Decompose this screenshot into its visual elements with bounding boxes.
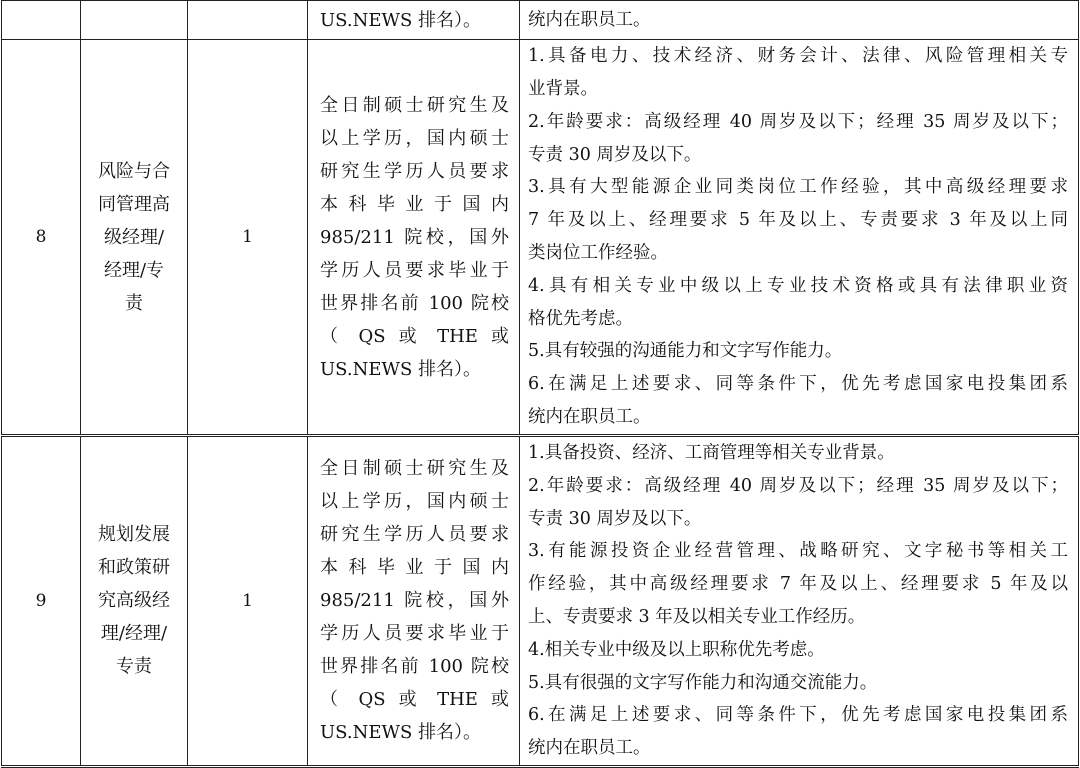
position-title-line: 责	[125, 292, 143, 314]
education-cell	[308, 40, 520, 436]
education-line: 985/211 院校，国外	[320, 226, 509, 248]
position-title-line: 规划发展	[98, 524, 170, 546]
education-line: 以上学历，国内硕士	[320, 491, 509, 513]
row-number-cell: 9	[2, 436, 81, 767]
education-line: 世界排名前 100 院校	[320, 656, 509, 678]
position-title-line: 经理/专	[103, 259, 165, 281]
education-line: US.NEWS 排名）。	[320, 722, 482, 744]
requirement-line: 7 年及以上、经理要求 5 年及以上、专责要求 3 年及以上同	[528, 210, 1068, 231]
position-title-line: 同管理高	[98, 193, 170, 215]
education-line: 以上学历，国内硕士	[320, 127, 509, 149]
requirement-line: 6.在满足上述要求、同等条件下，优先考虑国家电投集团系	[528, 705, 1068, 726]
requirement-line: 4.具有相关专业中级以上专业技术资格或具有法律职业资	[528, 275, 1068, 296]
position-cell	[81, 40, 188, 436]
requirement-line: 1.具备投资、经济、工商管理等相关专业背景。	[528, 443, 895, 463]
requirements-cell	[520, 40, 1079, 436]
education-line: 学历人员要求毕业于	[320, 623, 509, 645]
education-line: 本 科 毕 业 于 国 内	[320, 557, 509, 579]
requirement-line: 2.年龄要求：高级经理 40 周岁及以下；经理 35 周岁及以下；	[528, 475, 1068, 496]
position-title-line: 风险与合	[98, 160, 170, 182]
requirement-line: 5.具有很强的文字写作能力和沟通交流能力。	[528, 672, 878, 693]
education-line: US.NEWS 排名）。	[320, 358, 482, 380]
requirement-line: 作经验，其中高级经理要求 7 年及以上、经理要求 5 年及以	[528, 574, 1068, 595]
row-number-cell	[2, 1, 81, 40]
education-line: （ QS 或 THE 或	[320, 689, 509, 711]
requirement-line: 4.相关专业中级及以上职称优先考虑。	[528, 639, 825, 660]
position-cell	[81, 1, 188, 40]
requirement-line: 业背景。	[528, 79, 598, 100]
requirement-line: 3.有能源投资企业经营管理、战略研究、文字秘书等相关工	[528, 541, 1068, 562]
education-line: 全日制硕士研究生及	[320, 458, 509, 480]
requirement-line: 5.具有较强的沟通能力和文字写作能力。	[528, 341, 843, 362]
education-line: 研究生学历人员要求	[320, 524, 509, 546]
recruitment-table	[1, 0, 1079, 768]
headcount-cell: 1	[188, 436, 308, 767]
requirement-line: 专责 30 周岁及以下。	[528, 144, 702, 165]
requirements-cell	[520, 1, 1079, 40]
headcount-cell: 1	[188, 40, 308, 436]
requirement-line: 上、专责要求 3 年及以相关专业工作经历。	[528, 606, 866, 627]
education-line: US.NEWS 排名）。	[320, 9, 482, 31]
position-cell	[81, 436, 188, 767]
requirement-line: 统内在职员工。	[528, 406, 651, 427]
position-title-line: 究高级经	[98, 590, 170, 612]
requirement-line: 格优先考虑。	[528, 308, 633, 329]
table-row	[2, 436, 1079, 767]
position-title-line: 和政策研	[98, 557, 170, 579]
education-line: 本 科 毕 业 于 国 内	[320, 193, 509, 215]
requirement-line: 统内在职员工。	[528, 738, 651, 759]
row-number-cell: 8	[2, 40, 81, 436]
education-line: 985/211 院校，国外	[320, 590, 509, 612]
education-line: （ QS 或 THE 或	[320, 325, 509, 347]
table-row	[2, 1, 1079, 40]
headcount-cell	[188, 1, 308, 40]
position-title-line: 专责	[116, 656, 152, 678]
requirement-line: 类岗位工作经验。	[528, 243, 668, 263]
education-cell	[308, 436, 520, 767]
education-line: 学历人员要求毕业于	[320, 259, 509, 281]
table-row	[2, 40, 1079, 436]
requirement-line: 统内在职员工。	[528, 9, 651, 30]
education-line: 研究生学历人员要求	[320, 160, 509, 182]
position-title-line: 理/经理/	[100, 623, 168, 645]
requirement-line: 3.具有大型能源企业同类岗位工作经验，其中高级经理要求	[528, 177, 1068, 198]
education-line: 全日制硕士研究生及	[320, 94, 509, 116]
requirements-cell	[520, 436, 1079, 767]
requirement-line: 专责 30 周岁及以下。	[528, 508, 702, 529]
requirement-line: 1.具备电力、技术经济、财务会计、法律、风险管理相关专	[528, 46, 1068, 67]
requirement-line: 6.在满足上述要求、同等条件下，优先考虑国家电投集团系	[528, 374, 1068, 395]
position-title-line: 级经理/	[103, 226, 165, 248]
education-line: 世界排名前 100 院校	[320, 292, 509, 314]
education-cell	[308, 1, 520, 40]
requirement-line: 2.年龄要求：高级经理 40 周岁及以下；经理 35 周岁及以下；	[528, 111, 1068, 132]
